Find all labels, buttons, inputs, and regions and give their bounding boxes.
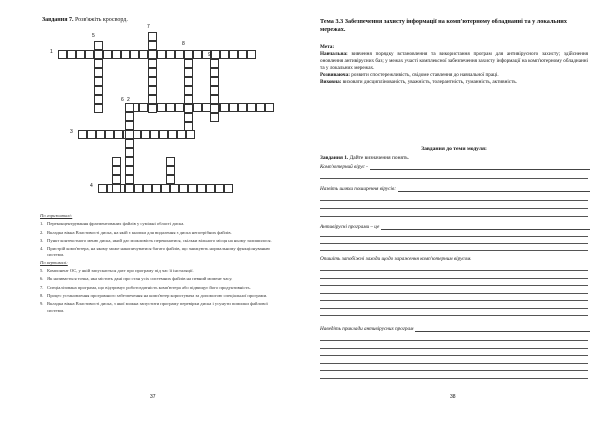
crossword-cell[interactable]: [159, 130, 168, 139]
crossword-number: 7: [147, 24, 150, 30]
clue-item: [40, 276, 278, 282]
clue-text: Пункт контекстного меню диска, який дає можливість переконатися, скільки вільного місця на ньому залишилося.: [47, 237, 272, 243]
vis-text: виховати дисциплінованість, уважність, толерантність, гуманність, активність.: [342, 79, 518, 85]
crossword-cell[interactable]: [184, 113, 193, 122]
answer-line[interactable]: [415, 326, 590, 332]
crossword-cell[interactable]: [148, 32, 157, 41]
crossword-cell[interactable]: [184, 68, 193, 77]
clue-item: [40, 221, 278, 227]
vertical-clues: [40, 268, 278, 314]
crossword-cell[interactable]: [184, 95, 193, 104]
prompt-virus[interactable]: [320, 164, 590, 170]
crossword-cell[interactable]: [58, 50, 67, 59]
prompt-antivirus[interactable]: [320, 224, 590, 230]
clue-text: Процес установлення програмного забезпечення на комп'ютер користувача за допомогою спеціальної програми.: [47, 292, 268, 298]
clue-text: Пристрій комп'ютера, на якому може накопичуватися багато файлів, що знижують нормальному функціонуванню системи.: [47, 246, 270, 258]
crossword-number: 9: [208, 52, 211, 58]
crossword-cell[interactable]: [125, 184, 134, 193]
crossword-cell[interactable]: [112, 166, 121, 175]
crossword-cell[interactable]: [265, 103, 274, 112]
crossword-cell[interactable]: [210, 77, 219, 86]
task1-text: Дайте визначення понять.: [349, 155, 410, 161]
answer-line[interactable]: [320, 340, 588, 341]
crossword-cell[interactable]: [114, 130, 123, 139]
clue-item: [40, 285, 278, 291]
crossword-cell[interactable]: [229, 50, 238, 59]
clue-item: [40, 301, 278, 314]
clue-number: 5.: [40, 268, 44, 274]
crossword-cell[interactable]: [166, 157, 175, 166]
clue-number: 1.: [40, 221, 44, 227]
edu-text: вивчення порядку встановлення та використання програм для антивірусного захисту; здійснення оновлення антивірусних баз; у межах участі комплексної забезпечення захисту інформації на комп'ютерному обладнанні та у локальних мережах.: [320, 51, 589, 71]
answer-line[interactable]: [320, 270, 588, 271]
dev-text: розвити спостережливість, свідоме ставлення до навчальної праці.: [351, 72, 499, 78]
crossword-cell[interactable]: [139, 50, 148, 59]
vis-label: Виховна:: [320, 79, 342, 85]
horizontal-heading: По горизонталі:: [40, 213, 73, 218]
clue-item: [40, 230, 278, 236]
crossword-cell[interactable]: [94, 86, 103, 95]
crossword-cell[interactable]: [125, 112, 134, 121]
answer-line[interactable]: [320, 178, 588, 179]
crossword-cell[interactable]: [211, 50, 220, 59]
crossword-cell[interactable]: [193, 50, 202, 59]
crossword-cell[interactable]: [193, 103, 202, 112]
clue-number: 9.: [40, 301, 44, 307]
crossword-cell[interactable]: [148, 77, 157, 86]
clue-text: Спеціалізована програма, що відтримує роботоздатність комп'ютера або підвищує його продуктивність.: [47, 284, 251, 290]
crossword-cell[interactable]: [247, 50, 256, 59]
clue-text: Вкладка вікна Властивості диска, з якої можна запустити програму перевірки диска і усунути помилки файлової системи.: [47, 301, 268, 313]
task1-label: Завдання 1.: [320, 155, 349, 161]
crossword-cell[interactable]: [157, 103, 166, 112]
prompt-antivirus-label: Антивірусні програми – це: [320, 224, 380, 230]
prompt-examples-label: Наведіть приклади антивірусних програм: [320, 326, 414, 332]
crossword-grid: [0, 0, 300, 210]
crossword-cell[interactable]: [105, 130, 114, 139]
crossword-cell[interactable]: [170, 184, 179, 193]
crossword-number: 6: [121, 97, 124, 103]
edu-label: Навчальна:: [320, 51, 348, 57]
crossword-cell[interactable]: [166, 103, 175, 112]
crossword-number: 8: [182, 41, 185, 47]
answer-line[interactable]: [320, 315, 588, 316]
crossword-cell[interactable]: [175, 103, 184, 112]
crossword-cell[interactable]: [134, 184, 143, 193]
crossword-cell[interactable]: [197, 184, 206, 193]
crossword-number: 3: [70, 129, 73, 135]
crossword-cell[interactable]: [85, 50, 94, 59]
crossword-cell[interactable]: [87, 130, 96, 139]
crossword-cell[interactable]: [130, 50, 139, 59]
crossword-cell[interactable]: [112, 184, 121, 193]
crossword-cell[interactable]: [94, 104, 103, 113]
dev-label: Розвиваюча:: [320, 72, 350, 78]
goal-developing: [320, 72, 588, 79]
answer-line[interactable]: [320, 348, 588, 349]
clues: [40, 212, 278, 314]
module-title: Завдання до теми модуля:: [421, 146, 487, 152]
crossword-cell[interactable]: [177, 130, 186, 139]
crossword-cell[interactable]: [220, 50, 229, 59]
crossword-cell[interactable]: [168, 130, 177, 139]
crossword-number: 1: [50, 49, 53, 55]
crossword-cell[interactable]: [143, 184, 152, 193]
answer-line[interactable]: [320, 200, 588, 201]
crossword-cell[interactable]: [148, 59, 157, 68]
crossword-cell[interactable]: [125, 121, 134, 130]
crossword-cell[interactable]: [184, 50, 193, 59]
answer-line[interactable]: [320, 308, 588, 309]
crossword-cell[interactable]: [94, 68, 103, 77]
crossword-cell[interactable]: [238, 50, 247, 59]
answer-line[interactable]: [370, 164, 590, 170]
crossword-cell[interactable]: [210, 68, 219, 77]
crossword-cell[interactable]: [148, 68, 157, 77]
clue-number: 4.: [40, 246, 44, 252]
crossword-cell[interactable]: [94, 41, 103, 50]
crossword-cell[interactable]: [125, 148, 134, 157]
answer-line[interactable]: [320, 378, 588, 379]
answer-line[interactable]: [320, 250, 588, 251]
clue-item: [40, 268, 278, 274]
crossword-cell[interactable]: [148, 50, 157, 59]
page-number-left: 37: [150, 394, 156, 400]
answer-line[interactable]: [320, 293, 588, 294]
goal-upbringing: [320, 79, 588, 86]
clue-text: Вкладка вікна Властивості диска, на якій є кнопки для видалення з диска непотрібних файлів.: [47, 229, 232, 235]
crossword-cell[interactable]: [96, 130, 105, 139]
answer-line[interactable]: [320, 208, 588, 209]
crossword-cell[interactable]: [148, 41, 157, 50]
crossword-cell[interactable]: [157, 50, 166, 59]
clue-item: [40, 238, 278, 244]
crossword-cell[interactable]: [184, 86, 193, 95]
crossword-cell[interactable]: [121, 50, 130, 59]
crossword-cell[interactable]: [150, 130, 159, 139]
crossword-cell[interactable]: [148, 86, 157, 95]
crossword-cell[interactable]: [247, 103, 256, 112]
horizontal-clues: [40, 221, 278, 258]
crossword-cell[interactable]: [94, 77, 103, 86]
crossword-cell[interactable]: [210, 104, 219, 113]
crossword-cell[interactable]: [139, 103, 148, 112]
crossword-cell[interactable]: [188, 184, 197, 193]
clue-number: 6.: [40, 276, 44, 282]
answer-line[interactable]: [381, 224, 590, 230]
crossword-cell[interactable]: [186, 130, 195, 139]
crossword-cell[interactable]: [125, 130, 134, 139]
crossword-cell[interactable]: [184, 122, 193, 131]
task-text: Розв'яжіть кросворд.: [74, 17, 128, 23]
topic-title: Тема 3.3 Забезпечення захисту інформації на комп'ютерному обладнанні та у локальних мережах.: [320, 18, 567, 33]
answer-line[interactable]: [320, 216, 588, 217]
answer-line[interactable]: [320, 363, 588, 364]
crossword-cell[interactable]: [148, 104, 157, 113]
clue-text: Компонент ОС, у якій запускається даєт про програму під час її інсталяції.: [47, 268, 194, 274]
crossword-cell[interactable]: [125, 175, 134, 184]
crossword-number: 5: [92, 33, 95, 39]
goal-section: [320, 44, 588, 86]
crossword-cell[interactable]: [76, 50, 85, 59]
crossword-cell[interactable]: [166, 50, 175, 59]
crossword-cell[interactable]: [229, 103, 238, 112]
crossword-cell[interactable]: [148, 95, 157, 104]
crossword-cell[interactable]: [210, 95, 219, 104]
crossword-cell[interactable]: [67, 50, 76, 59]
crossword-cell[interactable]: [184, 59, 193, 68]
clue-text: Як називається точка, яка містить дані про стан усіх системних файлів на певний момент часу.: [47, 276, 233, 282]
crossword-cell[interactable]: [125, 103, 134, 112]
answer-line[interactable]: [320, 278, 588, 279]
crossword-cell[interactable]: [141, 130, 150, 139]
clue-number: 8.: [40, 292, 44, 298]
crossword-cell[interactable]: [98, 184, 107, 193]
crossword-cell[interactable]: [184, 77, 193, 86]
right-page: [300, 0, 600, 424]
crossword-cell[interactable]: [220, 103, 229, 112]
answer-line[interactable]: [320, 370, 588, 371]
answer-line[interactable]: [320, 285, 588, 286]
crossword-cell[interactable]: [112, 50, 121, 59]
clue-text: Переконцентрування фрагментованих файлів у суміжні області диска.: [47, 221, 185, 227]
answer-line[interactable]: [320, 300, 588, 301]
crossword-cell[interactable]: [125, 166, 134, 175]
crossword-cell[interactable]: [179, 184, 188, 193]
prompt-prevention: [320, 256, 590, 262]
crossword-cell[interactable]: [256, 103, 265, 112]
crossword-cell[interactable]: [94, 50, 103, 59]
prompt-examples[interactable]: [320, 326, 590, 332]
page-number-right: 38: [450, 394, 456, 400]
crossword-cell[interactable]: [166, 175, 175, 184]
clue-number: 7.: [40, 284, 44, 290]
answer-line[interactable]: [398, 186, 590, 192]
task-label: Завдання 7.: [42, 17, 74, 23]
answer-line[interactable]: [320, 355, 588, 356]
goal-educational: [320, 51, 588, 72]
crossword-cell[interactable]: [238, 103, 247, 112]
crossword-cell[interactable]: [175, 50, 184, 59]
goal-heading: Мета:: [320, 44, 335, 50]
crossword-number: 2: [127, 97, 130, 103]
prompt-spread-label: Назвіть шляхи поширення вірусів:: [320, 186, 396, 192]
crossword-cell[interactable]: [125, 139, 134, 148]
crossword-cell[interactable]: [210, 86, 219, 95]
clue-number: 3.: [40, 237, 44, 243]
clue-item: [40, 246, 278, 259]
crossword-cell[interactable]: [210, 59, 219, 68]
crossword-cell[interactable]: [125, 157, 134, 166]
crossword-cell[interactable]: [103, 50, 112, 59]
crossword-number: 4: [90, 183, 93, 189]
task1: [320, 155, 588, 161]
prompt-virus-label: Комп'ютерний вірус -: [320, 164, 368, 170]
crossword-cell[interactable]: [78, 130, 87, 139]
clue-item: [40, 293, 278, 299]
crossword-cell[interactable]: [166, 166, 175, 175]
crossword-cell[interactable]: [152, 184, 161, 193]
vertical-heading: По вертикалі:: [40, 259, 68, 265]
crossword-cell[interactable]: [161, 184, 170, 193]
crossword-cell[interactable]: [206, 184, 215, 193]
prompt-spread[interactable]: [320, 186, 590, 192]
crossword-cell[interactable]: [224, 184, 233, 193]
crossword-cell[interactable]: [210, 113, 219, 122]
crossword-cell[interactable]: [215, 184, 224, 193]
crossword-cell[interactable]: [94, 95, 103, 104]
clue-number: 2.: [40, 229, 44, 235]
crossword-cell[interactable]: [94, 59, 103, 68]
crossword-cell[interactable]: [112, 175, 121, 184]
answer-line[interactable]: [320, 236, 588, 237]
crossword-cell[interactable]: [184, 104, 193, 113]
crossword-cell[interactable]: [112, 157, 121, 166]
answer-line[interactable]: [320, 243, 588, 244]
prompt-prevention-label: Опишіть запобіжні заходи щодо зараження комп'ютерним вірусом.: [320, 256, 472, 262]
